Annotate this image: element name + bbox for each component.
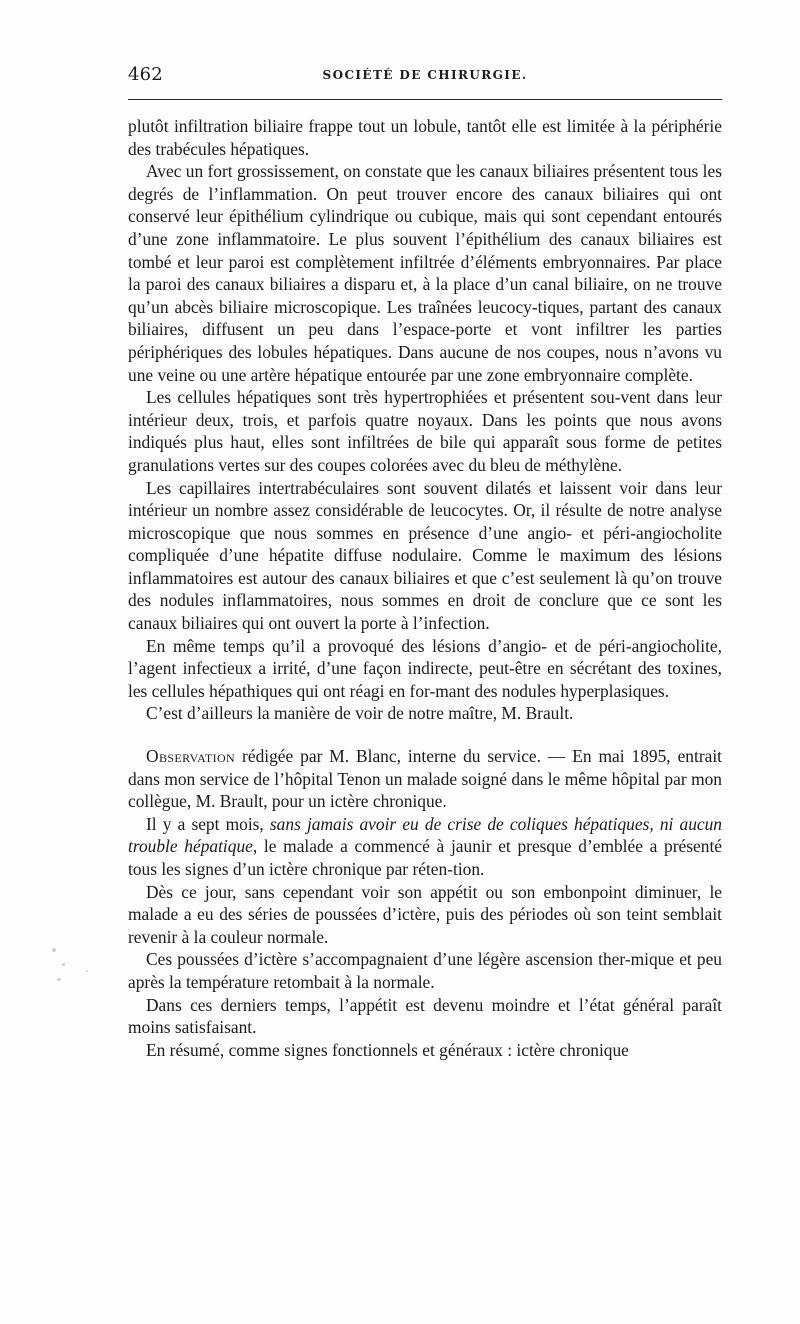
sept-mois-after: , le malade a commencé à jaunir et presque d’emblée a présenté tous les signes d’un ictère chronique par réten-tion. <box>128 836 722 879</box>
page-number: 462 <box>128 64 163 85</box>
sept-mois-italic: sans jamais avoir eu de crise de coliques hépatiques, ni aucun trouble hépatique <box>128 813 722 857</box>
paper-speck <box>52 948 56 952</box>
paragraph-des-ce-jour: Dès ce jour, sans cependant voir son appétit ou son embonpoint diminuer, le malade a eu des séries de poussées d’ictère, puis des périodes où son teint semblait revenir à la couleur normale. <box>128 881 722 947</box>
paragraph-sept-mois <box>128 813 722 881</box>
paper-speck <box>62 963 65 966</box>
paragraph-resume: En résumé, comme signes fonctionnels et généraux : ictère chronique <box>146 1039 629 1060</box>
paragraph-poussees: Ces poussées d’ictère s’accompagnaient d’une légère ascension ther-mique et peu après la température retombait à la normale. <box>128 949 722 992</box>
running-title: SOCIÉTÉ DE CHIRURGIE. <box>322 68 528 82</box>
header-rule <box>128 99 722 100</box>
paragraph-observation <box>128 745 722 813</box>
paragraph-derniers-temps: Dans ces derniers temps, l’appétit est devenu moindre et l’état général paraît moins satisfaisant. <box>128 994 722 1038</box>
paragraph-grossissement: Avec un fort grossissement, on constate que les canaux biliaires présentent tous les degrés de l’inflammation. On peut trouver encore des canaux biliaires qui ont conservé leur épithélium cylindrique ou cubique, mais qui sont cependant entourés d’une zone inflammatoire. Le plus souvent l’épithélium des canaux biliaires est tombé et leur paroi est complètement infiltrée d’éléments embryonnaires. Par place la paroi des canaux biliaires a disparu et, à la place d’un canal biliaire, on ne trouve qu’un abcès biliaire microscopique. Les traînées leucocy-tiques, partant des canaux biliaires, diffusent un peu dans l’espace-porte et vont infiltrer les parties périphériques des lobules hépatiques. Dans aucune de nos coupes, nous n’avons vu une veine ou une artère hépatique entourée par une zone embryonnaire complète. <box>128 161 722 385</box>
paragraph-capillaires: Les capillaires intertrabéculaires sont souvent dilatés et laissent voir dans leur intérieur un nombre assez considérable de leucocytes. Or, il résulte de notre analyse microscopique que nous sommes en présence d’une angio- et péri-angiocholite compliquée d’une hépatite diffuse nodulaire. Comme le maximum des lésions inflammatoires est autour des canaux biliaires et que c’est seulement là qu’on trouve des nodules inflammatoires, nous sommes en droit de conclure que ce sont les canaux biliaires qui ont ouvert la porte à l’infection. <box>128 477 722 634</box>
paragraph-brault: C’est d’ailleurs la manière de voir de notre maître, M. Brault. <box>146 703 574 724</box>
observation-label: Observation <box>146 746 236 767</box>
paper-speck <box>57 978 61 981</box>
paragraph-continuation: plutôt infiltration biliaire frappe tout un lobule, tantôt elle est limitée à la périphérie des trabécules hépatiques. <box>128 116 722 159</box>
paragraph-cellules-hepatiques: Les cellules hépatiques sont très hypertrophiées et présentent sou-vent dans leur intérieur deux, trois, et parfois quatre noyaux. Dans les points que nous avons indiqués plus haut, elles sont infiltrées de bile qui apparaît sous forme de petites granulations vertes sur des coupes colorées avec du bleu de méthylène. <box>128 387 722 475</box>
observation-text: rédigée par M. Blanc, interne du service. — En mai 1895, entrait dans mon service de l’hôpital Tenon un malade soigné dans le même hôpital par mon collègue, M. Brault, pour un ictère chronique. <box>128 746 722 812</box>
page-header <box>128 64 722 90</box>
sept-mois-before: Il y a sept mois, <box>146 813 270 834</box>
paper-speck <box>86 970 88 972</box>
paragraph-meme-temps: En même temps qu’il a provoqué des lésions d’angio- et de péri-angiocholite, l’agent infectieux a irrité, d’une façon indirecte, peut-être en sécrétant des toxines, les cellules hépathiques qui ont réagi en for-mant des nodules hyperplasiques. <box>128 635 722 701</box>
body-text <box>128 115 722 1061</box>
